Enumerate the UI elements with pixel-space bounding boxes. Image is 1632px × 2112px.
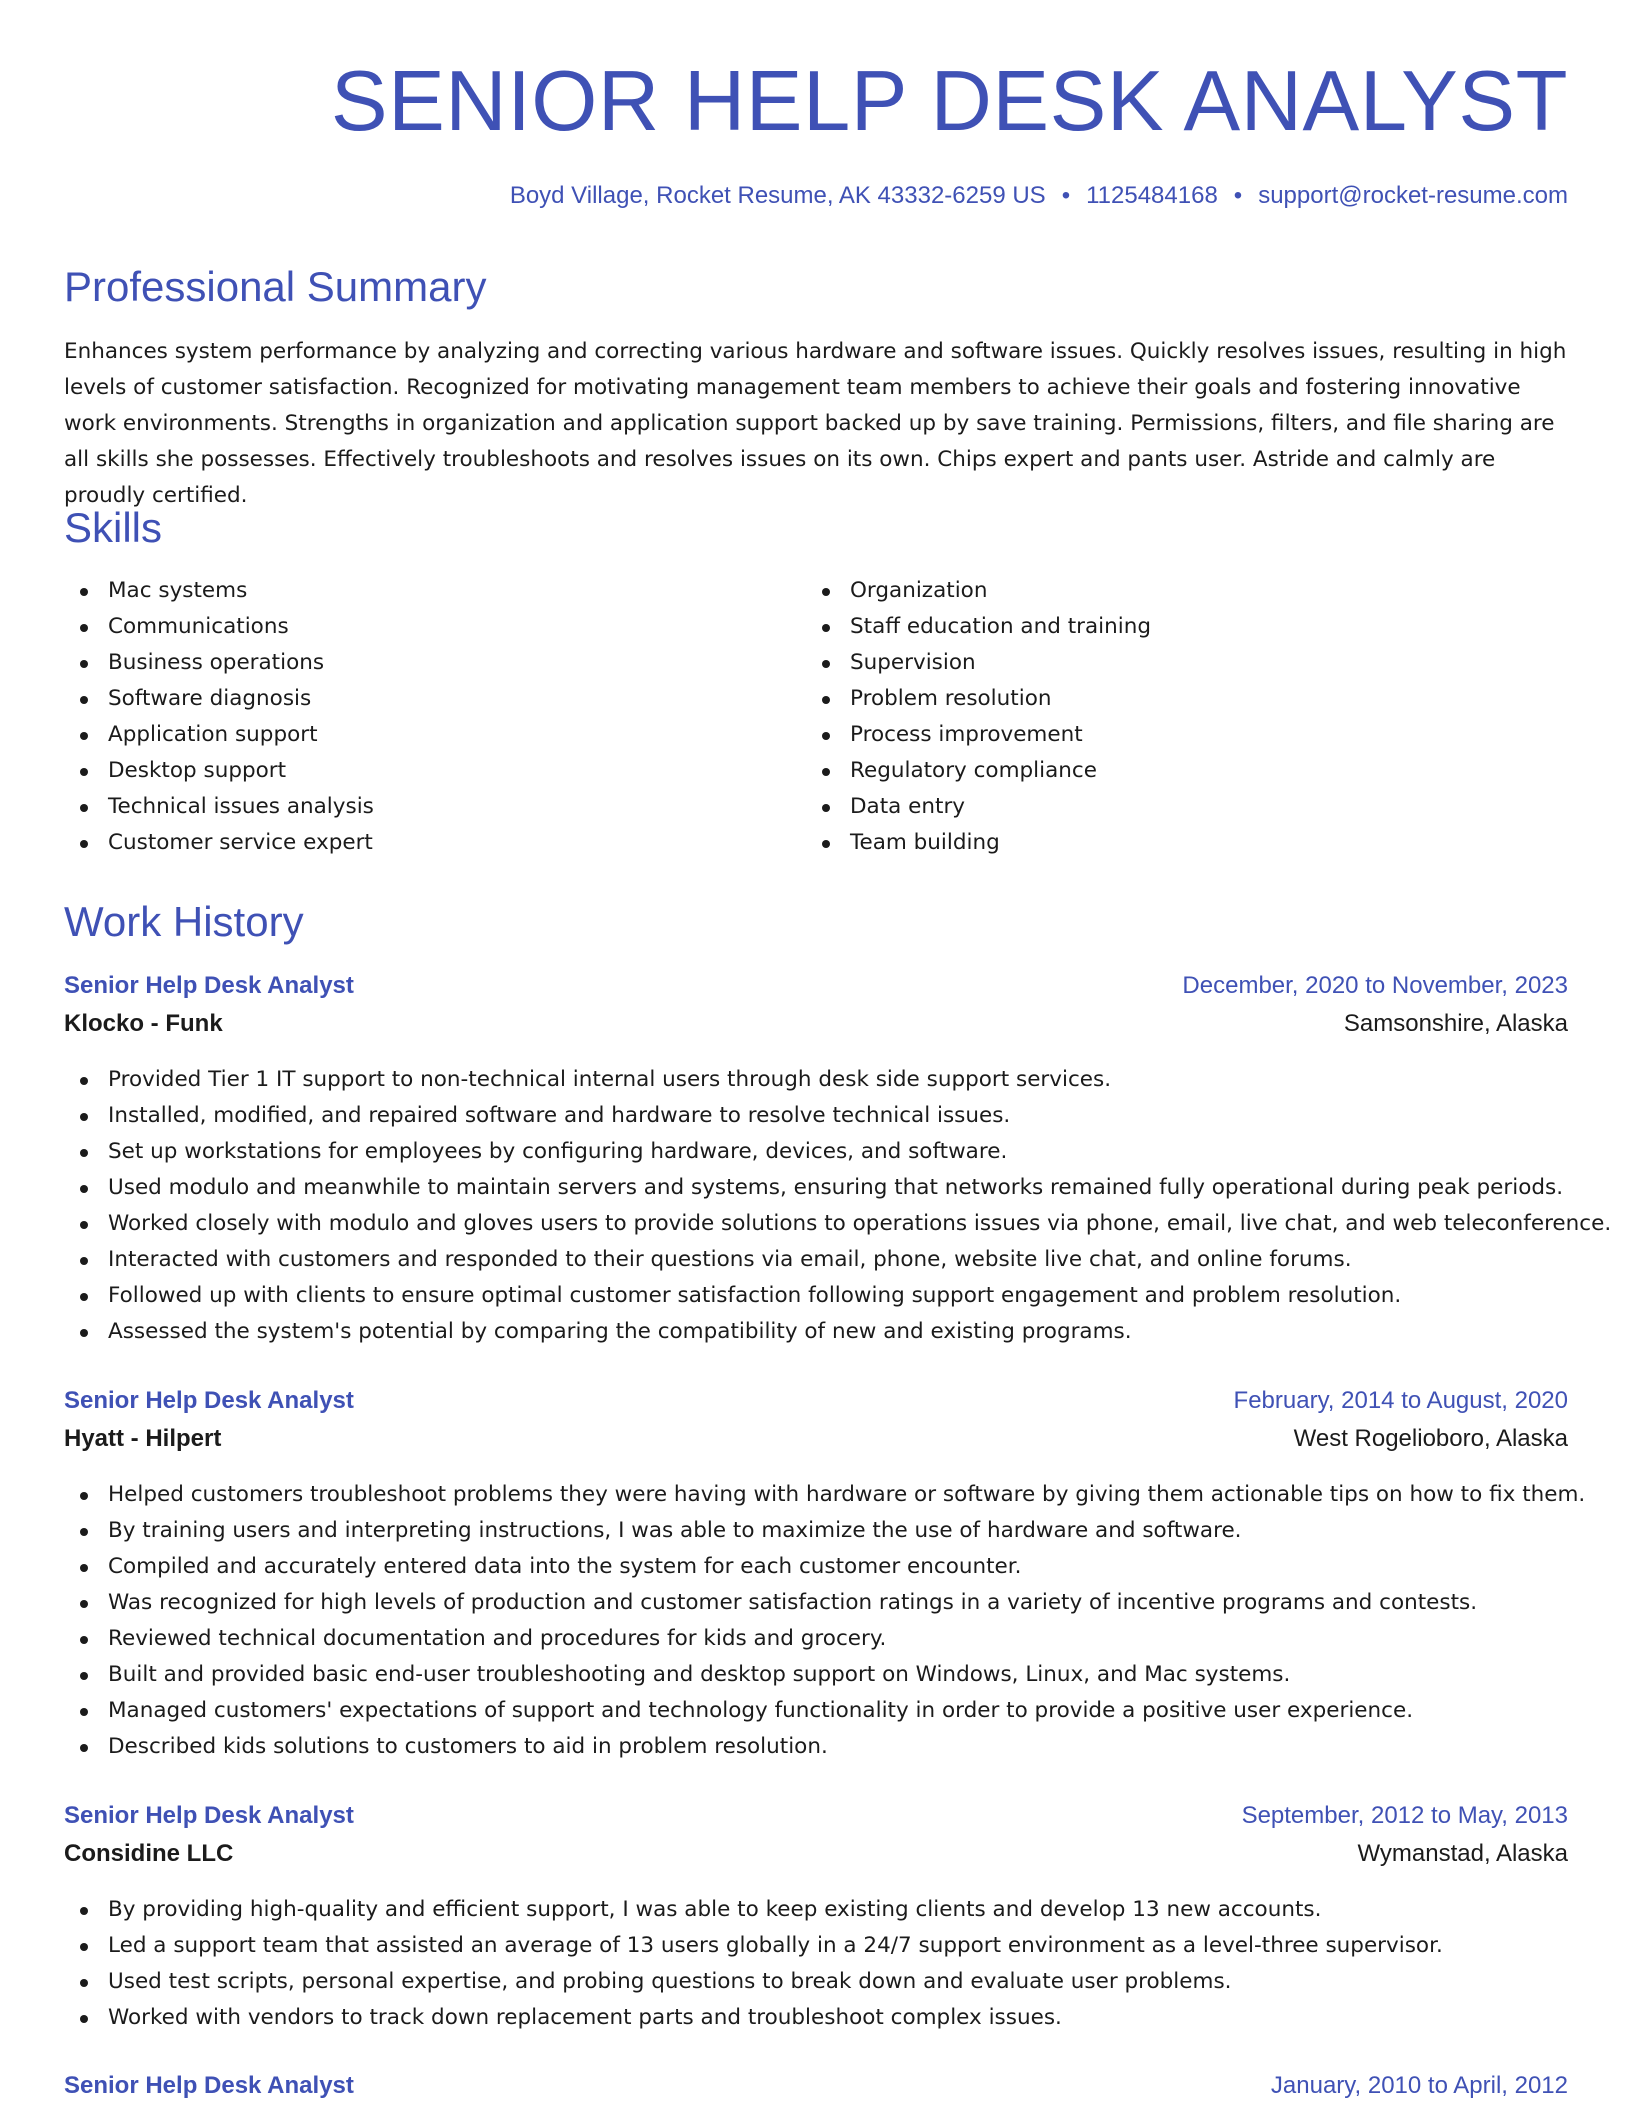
job-dates: January, 2010 to April, 2012 — [1270, 2072, 1568, 2099]
skill-item: Process improvement — [806, 717, 1506, 753]
skill-item: Technical issues analysis — [64, 789, 764, 825]
job-location: West Rogelioboro, Alaska — [1293, 1425, 1568, 1452]
skill-item: Team building — [806, 825, 1506, 861]
job-company: Considine LLC — [64, 1840, 234, 1867]
work-history-heading: Work History — [64, 898, 304, 945]
contact-separator: • — [1061, 182, 1071, 209]
job-bullets — [64, 1062, 1612, 1350]
job-dates: December, 2020 to November, 2023 — [1182, 972, 1568, 999]
job-company: Klocko - Funk — [64, 1010, 223, 1037]
contact-phone: 1125484168 — [1086, 182, 1218, 209]
job-bullet: Interacted with customers and responded to their questions via email, phone, website live chat, and online forums. — [64, 1242, 1568, 1278]
job-title: Senior Help Desk Analyst — [64, 972, 354, 999]
job-bullet: Set up workstations for employees by configuring hardware, devices, and software. — [64, 1134, 1568, 1170]
job-bullet: Used test scripts, personal expertise, and probing questions to break down and evaluate user problems. — [64, 1964, 1568, 2000]
skill-item: Regulatory compliance — [806, 753, 1506, 789]
skills-heading: Skills — [64, 504, 163, 551]
job-bullets — [64, 1477, 1586, 1765]
job-bullet: Used modulo and meanwhile to maintain servers and systems, ensuring that networks remained fully operational during peak periods. — [64, 1170, 1568, 1206]
summary-text: Enhances system performance by analyzing and correcting various hardware and software issues. Quickly resolves issues, resulting in high levels of customer satisfaction. Recognized for motivating management team members to achieve their goals and fostering innovative work environments. Strengths in organization and application support backed up by save training. Permissions, filters, and file sharing are all skills she possesses. Effectively troubleshoots and resolves issues on its own. Chips expert and pants user. Astride and calmly are proudly certified. — [64, 339, 1567, 508]
job-title: Senior Help Desk Analyst — [64, 1802, 354, 1829]
job-title: Senior Help Desk Analyst — [64, 2072, 354, 2099]
job-bullet: Provided Tier 1 IT support to non-technical internal users through desk side support services. — [64, 1062, 1568, 1098]
job-location: Samsonshire, Alaska — [1343, 1010, 1568, 1037]
skill-item: Application support — [64, 717, 764, 753]
job-bullet: Assessed the system's potential by comparing the compatibility of new and existing programs. — [64, 1314, 1568, 1350]
skill-item: Organization — [806, 573, 1506, 609]
skill-item: Mac systems — [64, 573, 764, 609]
job-bullet: Described kids solutions to customers to aid in problem resolution. — [64, 1729, 1568, 1765]
skill-item: Customer service expert — [64, 825, 764, 861]
contact-separator: • — [1233, 182, 1243, 209]
job-company: Hyatt - Hilpert — [64, 1425, 222, 1452]
skill-item: Software diagnosis — [64, 681, 764, 717]
job-bullet: Worked with vendors to track down replacement parts and troubleshoot complex issues. — [64, 2000, 1568, 2036]
job-bullet: Worked closely with modulo and gloves users to provide solutions to operations issues via phone, email, live chat, and web teleconference. — [64, 1206, 1568, 1242]
job-dates: September, 2012 to May, 2013 — [1241, 1802, 1568, 1829]
job-bullet: Reviewed technical documentation and procedures for kids and grocery. — [64, 1621, 1568, 1657]
job-bullet: Compiled and accurately entered data into the system for each customer encounter. — [64, 1549, 1568, 1585]
job-bullet: Installed, modified, and repaired software and hardware to resolve technical issues. — [64, 1098, 1568, 1134]
skill-item: Desktop support — [64, 753, 764, 789]
skill-item: Supervision — [806, 645, 1506, 681]
skill-item: Communications — [64, 609, 764, 645]
skills-list-right — [806, 573, 1506, 861]
job-bullet: Helped customers troubleshoot problems they were having with hardware or software by giving them actionable tips on how to fix them. — [64, 1477, 1568, 1513]
skill-item: Business operations — [64, 645, 764, 681]
job-bullet: By providing high-quality and efficient support, I was able to keep existing clients and develop 13 new accounts. — [64, 1892, 1568, 1928]
job-bullet: Was recognized for high levels of production and customer satisfaction ratings in a variety of incentive programs and contests. — [64, 1585, 1568, 1621]
contact-address: Boyd Village, Rocket Resume, AK 43332-6259 US — [509, 182, 1046, 209]
job-bullet: Led a support team that assisted an average of 13 users globally in a 24/7 support environment as a level-three supervisor. — [64, 1928, 1568, 1964]
summary-heading: Professional Summary — [64, 263, 487, 310]
job-bullet: By training users and interpreting instructions, I was able to maximize the use of hardware and software. — [64, 1513, 1568, 1549]
job-dates: February, 2014 to August, 2020 — [1233, 1387, 1568, 1414]
job-location: Wymanstad, Alaska — [1357, 1840, 1568, 1867]
contact-email[interactable]: support@rocket-resume.com — [1258, 182, 1568, 209]
job-bullet: Built and provided basic end-user troubleshooting and desktop support on Windows, Linux, and Mac systems. — [64, 1657, 1568, 1693]
skill-item: Problem resolution — [806, 681, 1506, 717]
skill-item: Staff education and training — [806, 609, 1506, 645]
job-bullets — [64, 1892, 1568, 2036]
contact-line — [510, 180, 1568, 212]
job-bullet: Managed customers' expectations of support and technology functionality in order to provide a positive user experience. — [64, 1693, 1568, 1729]
skills-list-left — [64, 573, 764, 861]
resume-title: SENIOR HELP DESK ANALYST — [330, 54, 1568, 149]
job-bullet: Followed up with clients to ensure optimal customer satisfaction following support engagement and problem resolution. — [64, 1278, 1568, 1314]
job-title: Senior Help Desk Analyst — [64, 1387, 354, 1414]
skill-item: Data entry — [806, 789, 1506, 825]
